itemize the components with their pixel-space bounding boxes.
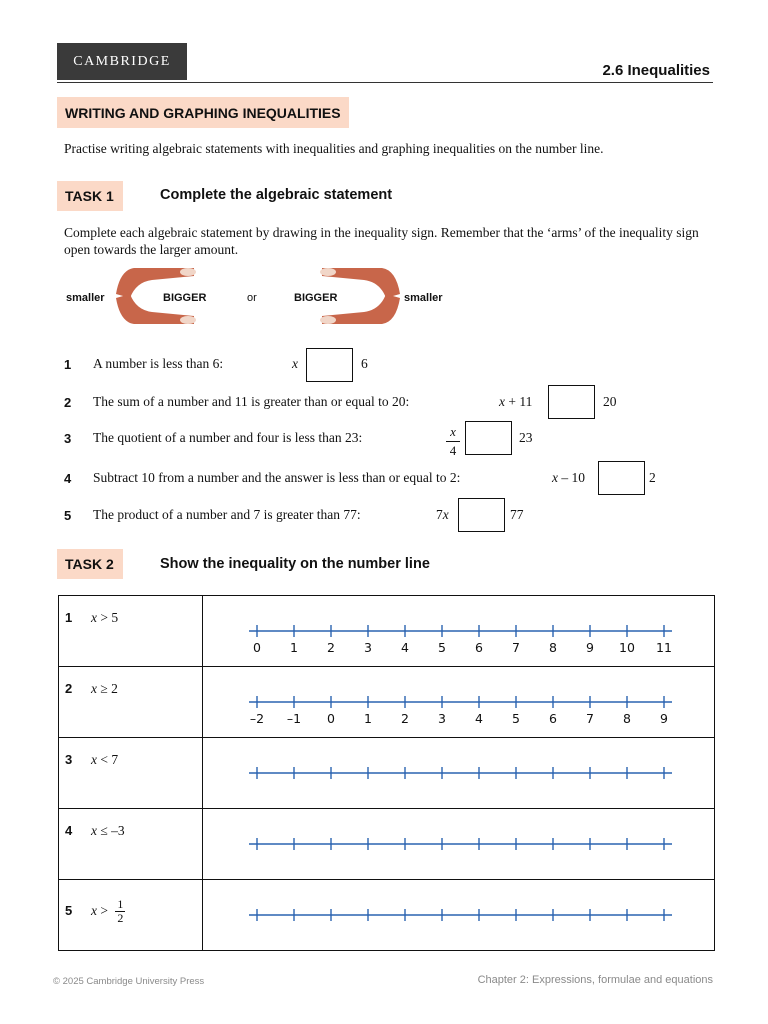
task1-badge: TASK 1 <box>57 181 123 211</box>
number-line[interactable] <box>203 809 716 880</box>
header-divider <box>57 82 713 83</box>
number-line-tick-label: 6 <box>474 640 483 655</box>
number-line-tick-label: 2 <box>326 640 335 655</box>
number-line-tick-label: 2 <box>400 711 409 726</box>
number-line-tick-label: 1 <box>363 711 372 726</box>
number-line[interactable] <box>203 596 716 667</box>
number-line[interactable] <box>203 880 716 951</box>
inequality-cell: 4 x ≤ –3 <box>59 809 203 880</box>
number-line-cell[interactable] <box>202 809 714 880</box>
label-bigger-right: BIGGER <box>294 292 338 304</box>
question-lhs: x + 11 <box>499 394 533 409</box>
question-text: A number is less than 6: <box>93 356 224 371</box>
inequality-cell: 1 x > 5 <box>59 596 203 667</box>
question-text: The sum of a number and 11 is greater than or equal to 20: <box>93 394 410 409</box>
number-line-cell[interactable] <box>202 667 714 738</box>
question-number: 1 <box>64 357 72 372</box>
number-line-cell[interactable] <box>202 880 714 951</box>
number-line-tick-label: 0 <box>326 711 335 726</box>
number-line-tick-label: 7 <box>585 711 594 726</box>
number-line-tick-label: 4 <box>400 640 409 655</box>
number-line[interactable] <box>203 738 716 809</box>
greater-than-arms-icon <box>320 264 404 336</box>
cambridge-logo: CAMBRIDGE <box>57 43 187 80</box>
number-line-tick-label: 10 <box>618 640 635 655</box>
number-line-tick-label: 5 <box>511 711 520 726</box>
footer-chapter: Chapter 2: Expressions, formulae and equations <box>477 974 713 986</box>
question-number: 5 <box>64 508 72 523</box>
question-lhs: x <box>292 356 298 371</box>
task2-badge: TASK 2 <box>57 549 123 579</box>
number-line-tick-label: 3 <box>437 711 446 726</box>
number-line-tick-label: 7 <box>511 640 520 655</box>
label-smaller-left: smaller <box>66 292 105 304</box>
question-text: The product of a number and 7 is greater than 77: <box>93 507 361 522</box>
question-rhs: 20 <box>603 394 617 409</box>
chapter-title: 2.6 Inequalities <box>602 62 710 79</box>
number-line-table <box>58 595 715 951</box>
inequality-cell: 3 x < 7 <box>59 738 203 809</box>
table-row <box>59 738 715 809</box>
footer-copyright: © 2025 Cambridge University Press <box>53 976 205 987</box>
question-rhs: 2 <box>649 470 656 485</box>
number-line-tick-label: 6 <box>548 711 557 726</box>
number-line-tick-label: 9 <box>585 640 594 655</box>
number-line-tick-label: 11 <box>655 640 672 655</box>
number-line-tick-label: 4 <box>474 711 483 726</box>
inequality-cell: 2 x ≥ 2 <box>59 667 203 738</box>
number-line-cell[interactable] <box>202 738 714 809</box>
question-number: 2 <box>64 395 72 410</box>
label-bigger-left: BIGGER <box>163 292 207 304</box>
number-line-tick-label: 5 <box>437 640 446 655</box>
question-text: Subtract 10 from a number and the answer is less than or equal to 2: <box>93 470 461 485</box>
section-intro: Practise writing algebraic statements with inequalities and graphing inequalities on the number line. <box>64 141 604 156</box>
question-lhs: x – 10 <box>552 470 585 485</box>
answer-box[interactable] <box>465 421 512 455</box>
number-line-tick-label: 3 <box>363 640 372 655</box>
answer-box[interactable] <box>548 385 595 419</box>
table-row <box>59 880 715 951</box>
number-line-tick-label: 1 <box>289 640 298 655</box>
answer-box[interactable] <box>306 348 353 382</box>
question-rhs: 6 <box>361 356 368 371</box>
table-row <box>59 667 715 738</box>
answer-box[interactable] <box>458 498 505 532</box>
question-text: The quotient of a number and four is less than 23: <box>93 430 363 445</box>
number-line-tick-label: 8 <box>548 640 557 655</box>
table-row <box>59 596 715 667</box>
number-line-cell[interactable] <box>202 596 714 667</box>
label-smaller-right: smaller <box>404 292 443 304</box>
number-line-tick-label: 8 <box>622 711 631 726</box>
task2-title: Show the inequality on the number line <box>160 556 430 572</box>
number-line[interactable] <box>203 667 716 738</box>
table-row <box>59 809 715 880</box>
question-number: 3 <box>64 431 72 446</box>
inequality-cell: 5 $x > \frac{1}{2}$ <box>59 880 203 951</box>
fraction-one-half: $\frac{1}{2}$ <box>117 897 124 925</box>
number-line-tick-label: 9 <box>659 711 668 726</box>
number-line-tick-label: 0 <box>252 640 261 655</box>
task1-instructions: Complete each algebraic statement by drawing in the inequality sign. Remember that the ‘arms’ of the inequality sign open towards the larger amount. <box>64 225 699 257</box>
question-lhs: 7x <box>436 507 449 522</box>
question-fraction: x 4 <box>446 424 460 459</box>
section-title: WRITING AND GRAPHING INEQUALITIES <box>57 97 349 128</box>
answer-box[interactable] <box>598 461 645 495</box>
question-rhs: 77 <box>510 507 524 522</box>
task1-title: Complete the algebraic statement <box>160 187 393 203</box>
question-rhs: 23 <box>519 430 533 445</box>
number-line-tick-label: –1 <box>286 711 301 726</box>
number-line-tick-label: –2 <box>249 711 264 726</box>
question-number: 4 <box>64 471 72 486</box>
label-or: or <box>247 292 257 304</box>
